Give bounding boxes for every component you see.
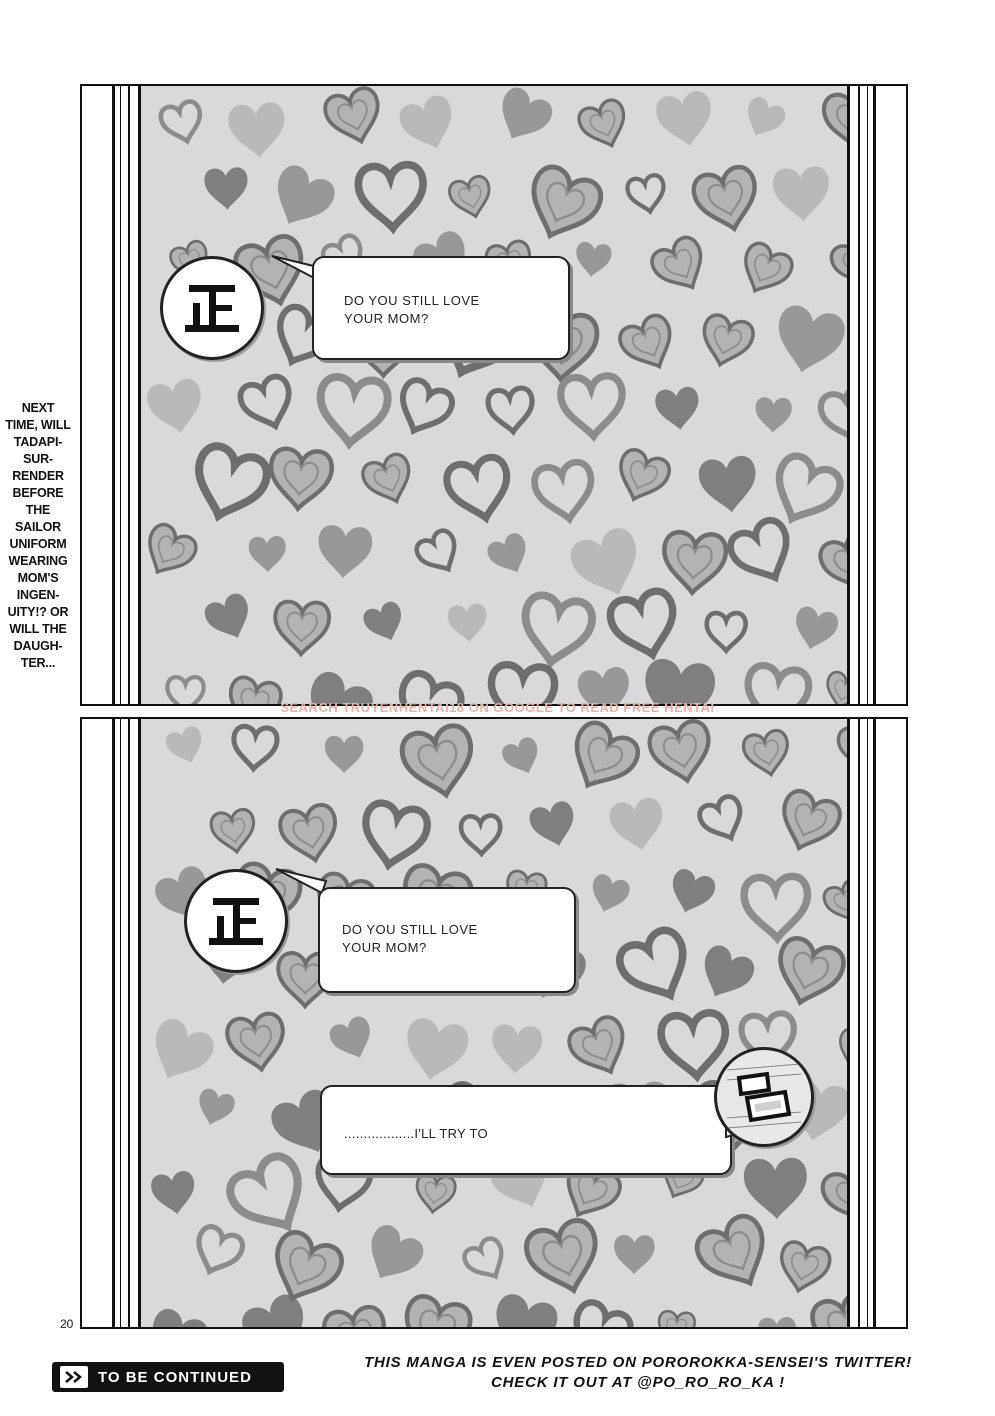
watermark-text: SEARCH TRUYENHENTAI18 ON GOOGLE TO READ FREE HENTAI <box>280 700 715 715</box>
heart-pattern-icon <box>141 719 850 1327</box>
heart-pattern-background <box>138 719 850 1327</box>
heart-pattern-background <box>138 86 850 704</box>
promo-line-2: CHECK IT OUT AT @PO_RO_RO_KA ! <box>491 1374 785 1391</box>
top-panel <box>80 84 908 706</box>
message-text: DO YOU STILL LOVE YOUR MOM? <box>344 293 480 326</box>
manga-glyph-avatar-icon <box>727 1060 801 1134</box>
promo-line-1: THIS MANGA IS EVEN POSTED ON POROROKKA-SENSEI'S TWITTER! <box>364 1354 912 1371</box>
to-be-continued-label: TO BE CONTINUED <box>98 1368 252 1386</box>
panel-frame-right <box>850 86 906 704</box>
double-chevron-right-icon <box>60 1366 88 1388</box>
panel-frame-left <box>82 86 138 704</box>
reply-avatar <box>714 1047 814 1147</box>
panel-frame-left <box>82 719 138 1327</box>
kanji-avatar-icon <box>207 892 265 950</box>
to-be-continued-banner <box>52 1362 284 1392</box>
panel-frame-right <box>850 719 906 1327</box>
message-bubble <box>318 887 576 993</box>
message-text: DO YOU STILL LOVE YOUR MOM? <box>342 922 478 955</box>
speaker-avatar <box>160 256 264 360</box>
promo-text <box>318 1353 958 1393</box>
bottom-panel <box>80 717 908 1329</box>
kanji-avatar-icon <box>183 279 241 337</box>
page-number: 20 <box>60 1317 74 1331</box>
speaker-avatar <box>184 869 288 973</box>
message-bubble <box>312 256 570 360</box>
reply-text: ..................I'LL TRY TO <box>344 1126 488 1141</box>
reply-bubble <box>320 1085 732 1175</box>
side-caption: NEXT TIME, WILL TADAPI-SUR-RENDER BEFORE THE SAILOR UNIFORM WEARING MOM'S INGEN-UITY!? OR WILL THE DAUGH-TER... <box>5 401 71 670</box>
heart-pattern-icon <box>141 86 850 704</box>
